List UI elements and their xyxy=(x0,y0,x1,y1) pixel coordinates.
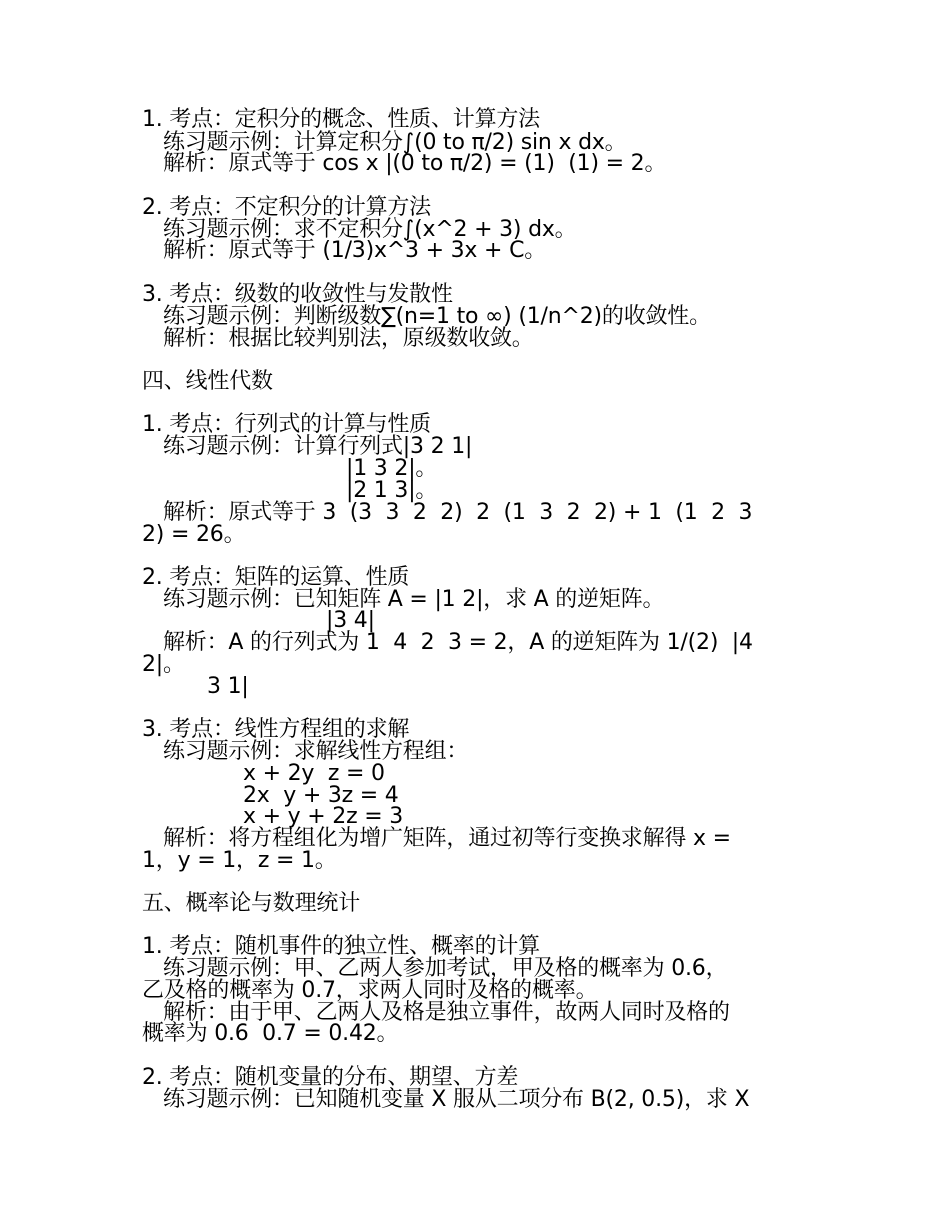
solution-line-continued: 2) = 26。 xyxy=(142,522,246,547)
item-1-heading: 1. 考点：定积分的概念、性质、计算方法 xyxy=(142,107,540,132)
example-line: 练习题示例：求不定积分∫(x^2 + 3) dx。 xyxy=(163,217,577,242)
solution-line: 解析：原式等于 3 (3 3 2 2) 2 (1 3 2 2) + 1 (1 2 3 xyxy=(163,500,753,525)
solution-line: 解析：根据比较判别法，原级数收敛。 xyxy=(163,326,534,351)
equation-line: x + y + 2z = 3 xyxy=(243,804,404,829)
example-line: 练习题示例：计算行列式|3 2 1| xyxy=(163,434,473,459)
item-2-heading: 2. 考点：不定积分的计算方法 xyxy=(142,195,431,220)
solution-line: 解析：将方程组化为增广矩阵，通过初等行变换求解得 x = xyxy=(163,826,731,851)
item-3-heading: 3. 考点：级数的收敛性与发散性 xyxy=(142,282,453,307)
matrix-row: 3 1| xyxy=(207,674,249,699)
matrix-row: |2 1 3|。 xyxy=(346,478,438,503)
equation-line: 2x y + 3z = 4 xyxy=(243,783,399,808)
section-heading-probability: 五、概率论与数理统计 xyxy=(142,891,361,916)
example-line: 练习题示例：已知矩阵 A = |1 2|，求 A 的逆矩阵。 xyxy=(163,587,665,612)
example-line-continued: 乙及格的概率为 0.7，求两人同时及格的概率。 xyxy=(142,978,598,1003)
solution-line: 解析：原式等于 (1/3)x^3 + 3x + C。 xyxy=(163,238,547,263)
solution-line-continued: 概率为 0.6 0.7 = 0.42。 xyxy=(142,1021,399,1046)
matrix-row: |3 4| xyxy=(326,608,375,633)
item-2-heading: 2. 考点：随机变量的分布、期望、方差 xyxy=(142,1065,519,1090)
item-1-heading: 1. 考点：随机事件的独立性、概率的计算 xyxy=(142,934,540,959)
solution-line-continued: 2|。 xyxy=(142,652,185,677)
solution-line: 解析：由于甲、乙两人及格是独立事件，故两人同时及格的 xyxy=(163,1000,730,1025)
solution-line: 解析：A 的行列式为 1 4 2 3 = 2，A 的逆矩阵为 1/(2) |4 xyxy=(163,630,753,655)
example-line: 练习题示例：已知随机变量 X 服从二项分布 B(2, 0.5)，求 X xyxy=(163,1087,750,1112)
item-3-heading: 3. 考点：线性方程组的求解 xyxy=(142,717,410,742)
section-heading-linear-algebra: 四、线性代数 xyxy=(142,369,273,394)
example-line: 练习题示例：求解线性方程组： xyxy=(163,739,469,764)
item-2-heading: 2. 考点：矩阵的运算、性质 xyxy=(142,565,410,590)
item-1-heading: 1. 考点：行列式的计算与性质 xyxy=(142,412,431,437)
equation-line: x + 2y z = 0 xyxy=(243,761,385,786)
example-line: 练习题示例：判断级数∑(n=1 to ∞) (1/n^2)的收敛性。 xyxy=(163,304,711,329)
matrix-row: |1 3 2|。 xyxy=(346,456,438,481)
solution-line-continued: 1，y = 1，z = 1。 xyxy=(142,848,337,873)
solution-line: 解析：原式等于 cos x |(0 to π/2) = (1) (1) = 2。 xyxy=(163,151,667,176)
example-line: 练习题示例：甲、乙两人参加考试，甲及格的概率为 0.6， xyxy=(163,956,728,981)
example-line: 练习题示例：计算定积分∫(0 to π/2) sin x dx。 xyxy=(163,130,627,155)
